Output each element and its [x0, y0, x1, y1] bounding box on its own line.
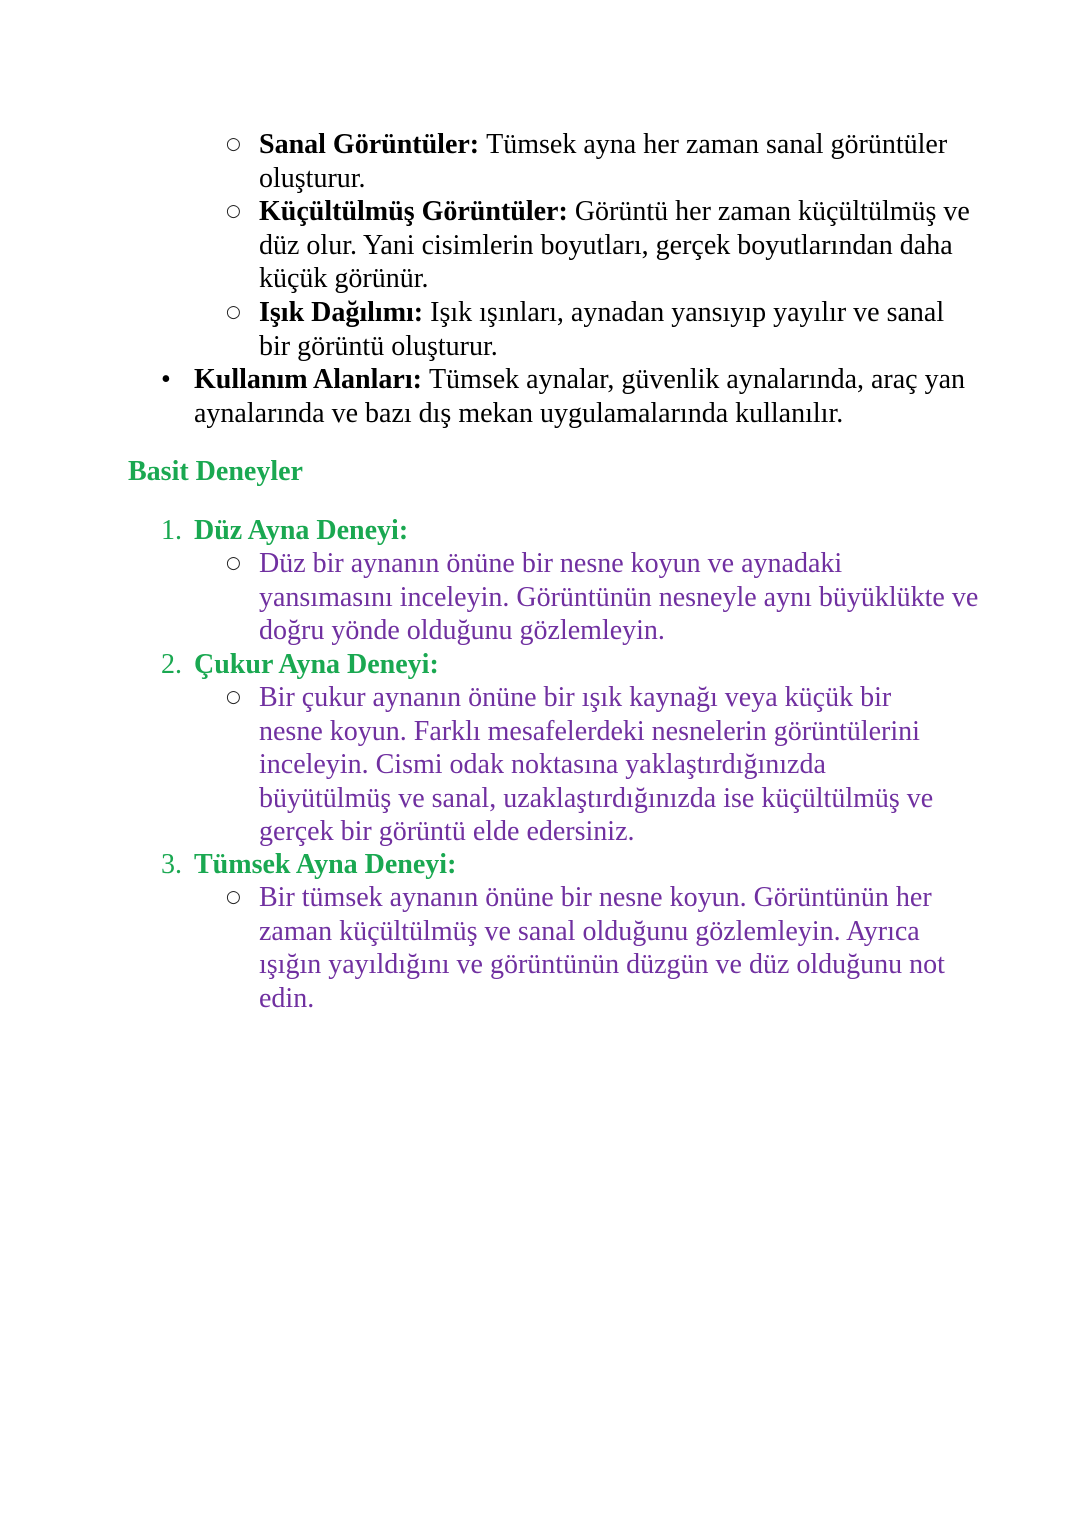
- experiment-text: Bir çukur aynanın önüne bir ışık kaynağı veya küçük bir nesne koyun. Farklı mesafelerdeki nesnelerin görüntülerini inceleyin. Cismi odak noktasına yaklaştırdığınızda büyütülmüş ve sanal, uzaklaştırdığınızda ise küçültülmüş ve gerçek bir görüntü elde edersiniz.: [259, 682, 934, 847]
- property-isik-dagilimi: [226, 296, 979, 363]
- property-text: Görüntü her zaman küçültülmüş ve düz olur. Yani cisimlerin boyutları, gerçek boyutlarından daha küçük görünür.: [259, 196, 970, 294]
- experiment-title: Çukur Ayna Deneyi:: [194, 649, 439, 680]
- list-number: 3.: [161, 849, 182, 880]
- property-kucultulmus: [226, 195, 979, 296]
- experiment-title-2: [161, 648, 439, 682]
- experiment-text-2: [226, 681, 959, 849]
- property-text: Tümsek ayna her zaman sanal görüntüler oluşturur.: [259, 129, 948, 194]
- usage-text: Tümsek aynalar, güvenlik aynalarında, araç yan aynalarında ve bazı dış mekan uygulamalarında kullanılır.: [194, 364, 966, 429]
- experiment-title-1: [161, 514, 409, 548]
- property-term: Işık Dağılımı:: [259, 297, 431, 328]
- usage-term: Kullanım Alanları:: [194, 364, 429, 395]
- experiment-text: Bir tümsek aynanın önüne bir nesne koyun. Görüntünün her zaman küçültülmüş ve sanal olduğunu gözlemleyin. Ayrıca ışığın yayıldığını ve görüntünün düzgün ve düz olduğunu not edin.: [259, 882, 945, 1014]
- section-title: Basit Deneyler: [128, 456, 303, 487]
- usage-bullet: [161, 363, 974, 430]
- experiment-text: Düz bir aynanın önüne bir nesne koyun ve aynadaki yansımasını inceleyin. Görüntünün nesneyle aynı büyüklükte ve doğru yönde olduğunu gözlemleyin.: [259, 548, 979, 646]
- hollow-circle-bullet-icon: ○: [226, 134, 241, 154]
- hollow-circle-bullet-icon: ○: [226, 553, 241, 573]
- experiment-title: Düz Ayna Deneyi:: [194, 515, 409, 546]
- property-term: Küçültülmüş Görüntüler:: [259, 196, 575, 227]
- hollow-circle-bullet-icon: ○: [226, 201, 241, 221]
- hollow-circle-bullet-icon: ○: [226, 887, 241, 907]
- hollow-circle-bullet-icon: ○: [226, 687, 241, 707]
- experiment-text-1: [226, 547, 979, 648]
- list-number: 2.: [161, 649, 182, 680]
- list-number: 1.: [161, 515, 182, 546]
- hollow-circle-bullet-icon: ○: [226, 302, 241, 322]
- experiment-title-3: [161, 848, 457, 882]
- experiment-text-3: [226, 881, 949, 1015]
- filled-bullet-icon: •: [161, 364, 171, 395]
- property-text: Işık ışınları, aynadan yansıyıp yayılır ve sanal bir görüntü oluşturur.: [259, 297, 945, 362]
- property-term: Sanal Görüntüler:: [259, 129, 487, 160]
- property-sanal: [226, 128, 979, 195]
- experiment-title: Tümsek Ayna Deneyi:: [194, 849, 457, 880]
